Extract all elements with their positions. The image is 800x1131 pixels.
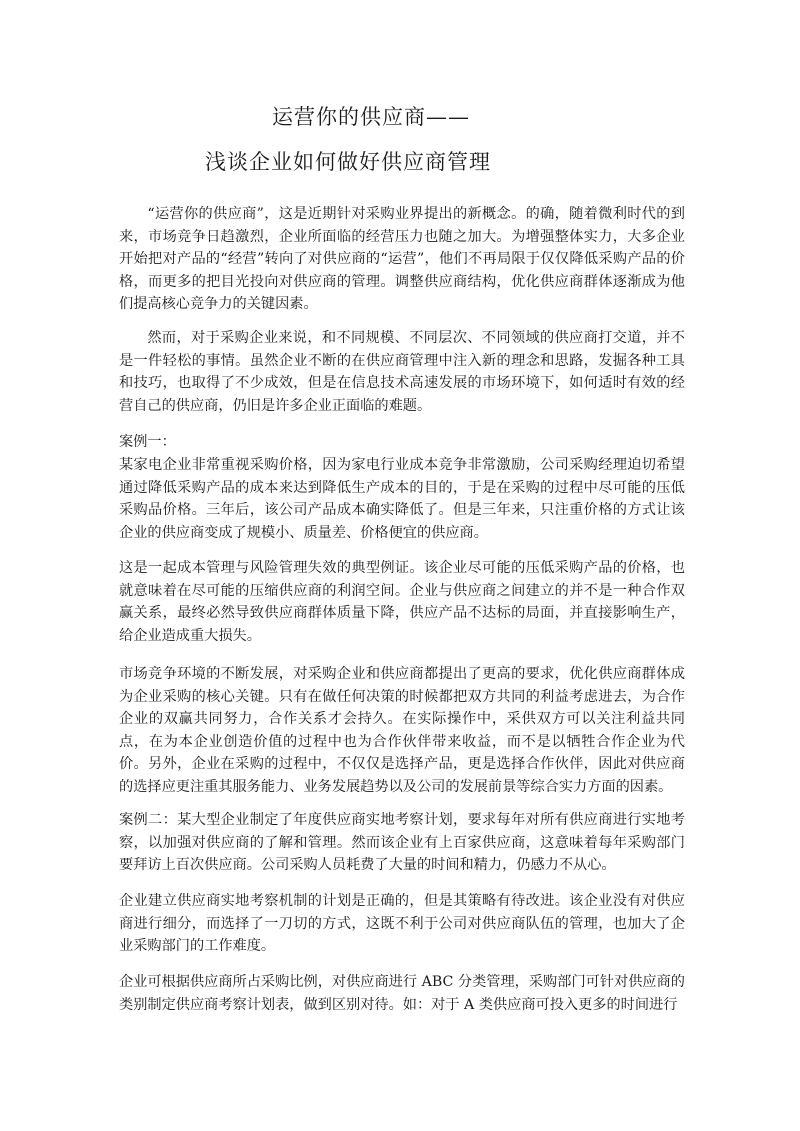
paragraph-challenge: 然而，对于采购企业来说，和不同规模、不同层次、不同领域的供应商打交道，并不是一件轻松的事情。虽然企业不断的在供应商管理中注入新的理念和思路，发掘各种工具和技巧，也取得了不少成效，但是在信息技术高速发展的市场环境下，如何适时有效的经营自己的供应商，仍旧是许多企业正面临的难题。 <box>119 330 685 414</box>
document-title-line1: 运营你的供应商—— <box>272 105 470 129</box>
paragraph-case-one-analysis: 这是一起成本管理与风险管理失效的典型例证。该企业尽可能的压低采购产品的价格，也就意味着在尽可能的压缩供应商的利润空间。企业与供应商之间建立的并不是一种合作双赢关系，最终必然导致供应商群体质量下降，供应产品不达标的局面，并直接影响生产，给企业造成重大损失。 <box>119 560 685 644</box>
document-title-line2: 浅谈企业如何做好供应商管理 <box>205 150 491 174</box>
paragraph-abc-classification: 企业可根据供应商所占采购比例，对供应商进行 ABC 分类管理，采购部门可针对供应商的类别制定供应商考察计划表，做到区别对待。如：对于 A 类供应商可投入更多的时间进行 <box>119 974 685 1013</box>
paragraph-case-one: 某家电企业非常重视采购价格，因为家电行业成本竞争非常激励，公司采购经理迫切希望通过降低采购产品的成本来达到降低生产成本的目的，于是在采购的过程中尽可能的压低采购品价格。三年后，该公司产品成本确实降低了。但是三年来，只注重价格的方式让该企业的供应商变成了规模小、质量差、价格便宜的供应商。 <box>119 457 685 541</box>
case-one-label: 案例一： <box>119 434 176 450</box>
paragraph-intro: “运营你的供应商”，这是近期针对采购业界提出的新概念。的确，随着微利时代的到来，市场竞争日趋激烈，企业所面临的经营压力也随之加大。为增强整体实力，大多企业开始把对产品的“经营”转向了对供应商的“运营”，他们不再局限于仅仅降低采购产品的价格，而更多的把目光投向对供应商的管理。调整供应商结构，优化供应商群体逐渐成为他们提高核心竞争力的关键因素。 <box>119 206 685 312</box>
paragraph-market-competition: 市场竞争环境的不断发展，对采购企业和供应商都提出了更高的要求，优化供应商群体成为企业采购的核心关键。只有在做任何决策的时候都把双方共同的利益考虑进去，为合作企业的双赢共同努力，合作关系才会持久。在实际操作中，采供双方可以关注利益共同点，在为本企业创造价值的过程中也为合作伙伴带来收益，而不是以牺牲合作企业为代价。另外，企业在采购的过程中，不仅仅是选择产品，更是选择合作伙伴，因此对供应商的选择应更注重其服务能力、业务发展趋势以及公司的发展前景等综合实力方面的因素。 <box>119 666 685 795</box>
paragraph-case-two-analysis: 企业建立供应商实地考察机制的计划是正确的，但是其策略有待改进。该企业没有对供应商进行细分，而选择了一刀切的方式，这既不利于公司对供应商队伍的管理，也加大了企业采购部门的工作难度。 <box>119 893 685 954</box>
paragraph-case-two: 案例二：某大型企业制定了年度供应商实地考察计划，要求每年对所有供应商进行实地考察，以加强对供应商的了解和管理。然而该企业有上百家供应商，这意味着每年采购部门要拜访上百次供应商。公司采购人员耗费了大量的时间和精力，仍感力不从心。 <box>119 812 685 873</box>
